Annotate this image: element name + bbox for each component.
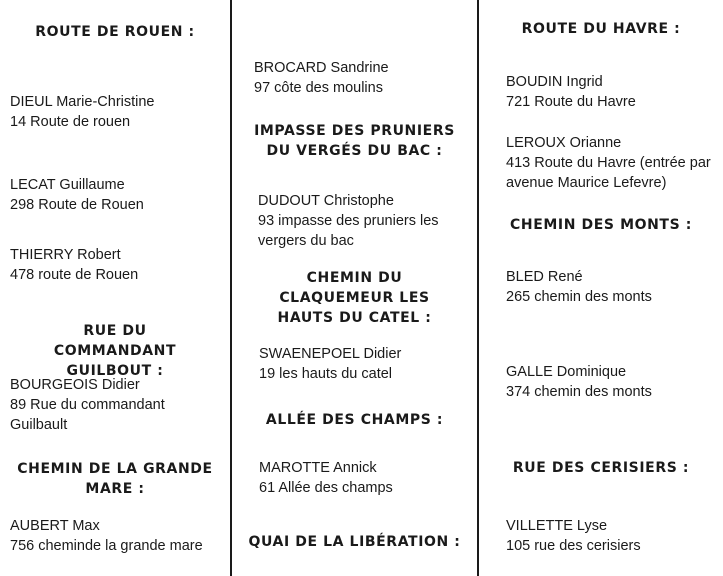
resident-name: LEROUX Orianne [506,135,622,151]
resident-name: DUDOUT Christophe [258,193,394,209]
resident-name: SWAENEPOEL Didier [259,346,402,362]
street-heading: CHEMIN DES MONTS : [510,217,692,233]
resident-entry [506,72,636,112]
column-divider-right [477,0,479,576]
resident-entry [506,516,641,556]
street-heading: IMPASSE DES PRUNIERS DU VERGÉS DU BAC : [254,123,455,159]
resident-entry [258,191,468,251]
street-heading: QUAI DE LA LIBÉRATION : [248,534,461,550]
resident-name: DIEUL Marie-Christine [10,94,155,110]
street-heading: ROUTE DU HAVRE : [521,21,681,37]
resident-entry [259,344,401,384]
resident-name: AUBERT Max [10,518,100,534]
resident-address: 105 rue des cerisiers [506,538,641,554]
resident-entry [10,175,144,215]
resident-name: LECAT Guillaume [10,177,125,193]
resident-entry [10,516,210,556]
resident-name: BOURGEOIS Didier [10,377,140,393]
resident-name: VILLETTE Lyse [506,518,608,534]
resident-address: 478 route de Rouen [10,267,139,283]
resident-entry [506,267,652,307]
resident-address: 97 côte des moulins [254,80,383,96]
resident-entry [10,92,155,132]
resident-address: 14 Route de rouen [10,114,131,130]
street-heading: ALLÉE DES CHAMPS : [265,412,444,428]
resident-address: 265 chemin des monts [506,289,652,305]
resident-entry [506,133,718,193]
resident-entry [254,58,389,98]
resident-entry [10,245,138,285]
resident-name: THIERRY Robert [10,247,121,263]
resident-name: BROCARD Sandrine [254,60,389,76]
resident-address: 413 Route du Havre (entrée par avenue Maurice Lefevre) [506,155,711,191]
resident-name: BOUDIN Ingrid [506,74,603,90]
resident-name: MAROTTE Annick [259,460,377,476]
resident-entry [506,362,652,402]
street-heading: RUE DES CERISIERS : [512,460,690,476]
resident-address: 721 Route du Havre [506,94,636,110]
resident-name: BLED René [506,269,583,285]
resident-entry [10,375,215,435]
street-heading: CHEMIN DE LA GRANDE MARE : [17,461,213,497]
resident-address: 756 cheminde la grande mare [10,538,203,554]
resident-address: 61 Allée des champs [259,480,393,496]
resident-address: 19 les hauts du catel [259,366,393,382]
street-heading: RUE DU COMMANDANT GUILBOUT : [53,323,177,379]
resident-address: 298 Route de Rouen [10,197,144,213]
resident-entry [259,458,393,498]
resident-address: 93 impasse des pruniers les vergers du bac [258,213,439,249]
resident-name: GALLE Dominique [506,364,627,380]
street-heading: CHEMIN DU CLAQUEMEUR LES HAUTS DU CATEL : [277,270,432,326]
street-heading: ROUTE DE ROUEN : [35,24,195,40]
resident-address: 89 Rue du commandant Guilbault [10,397,165,433]
resident-address: 374 chemin des monts [506,384,652,400]
